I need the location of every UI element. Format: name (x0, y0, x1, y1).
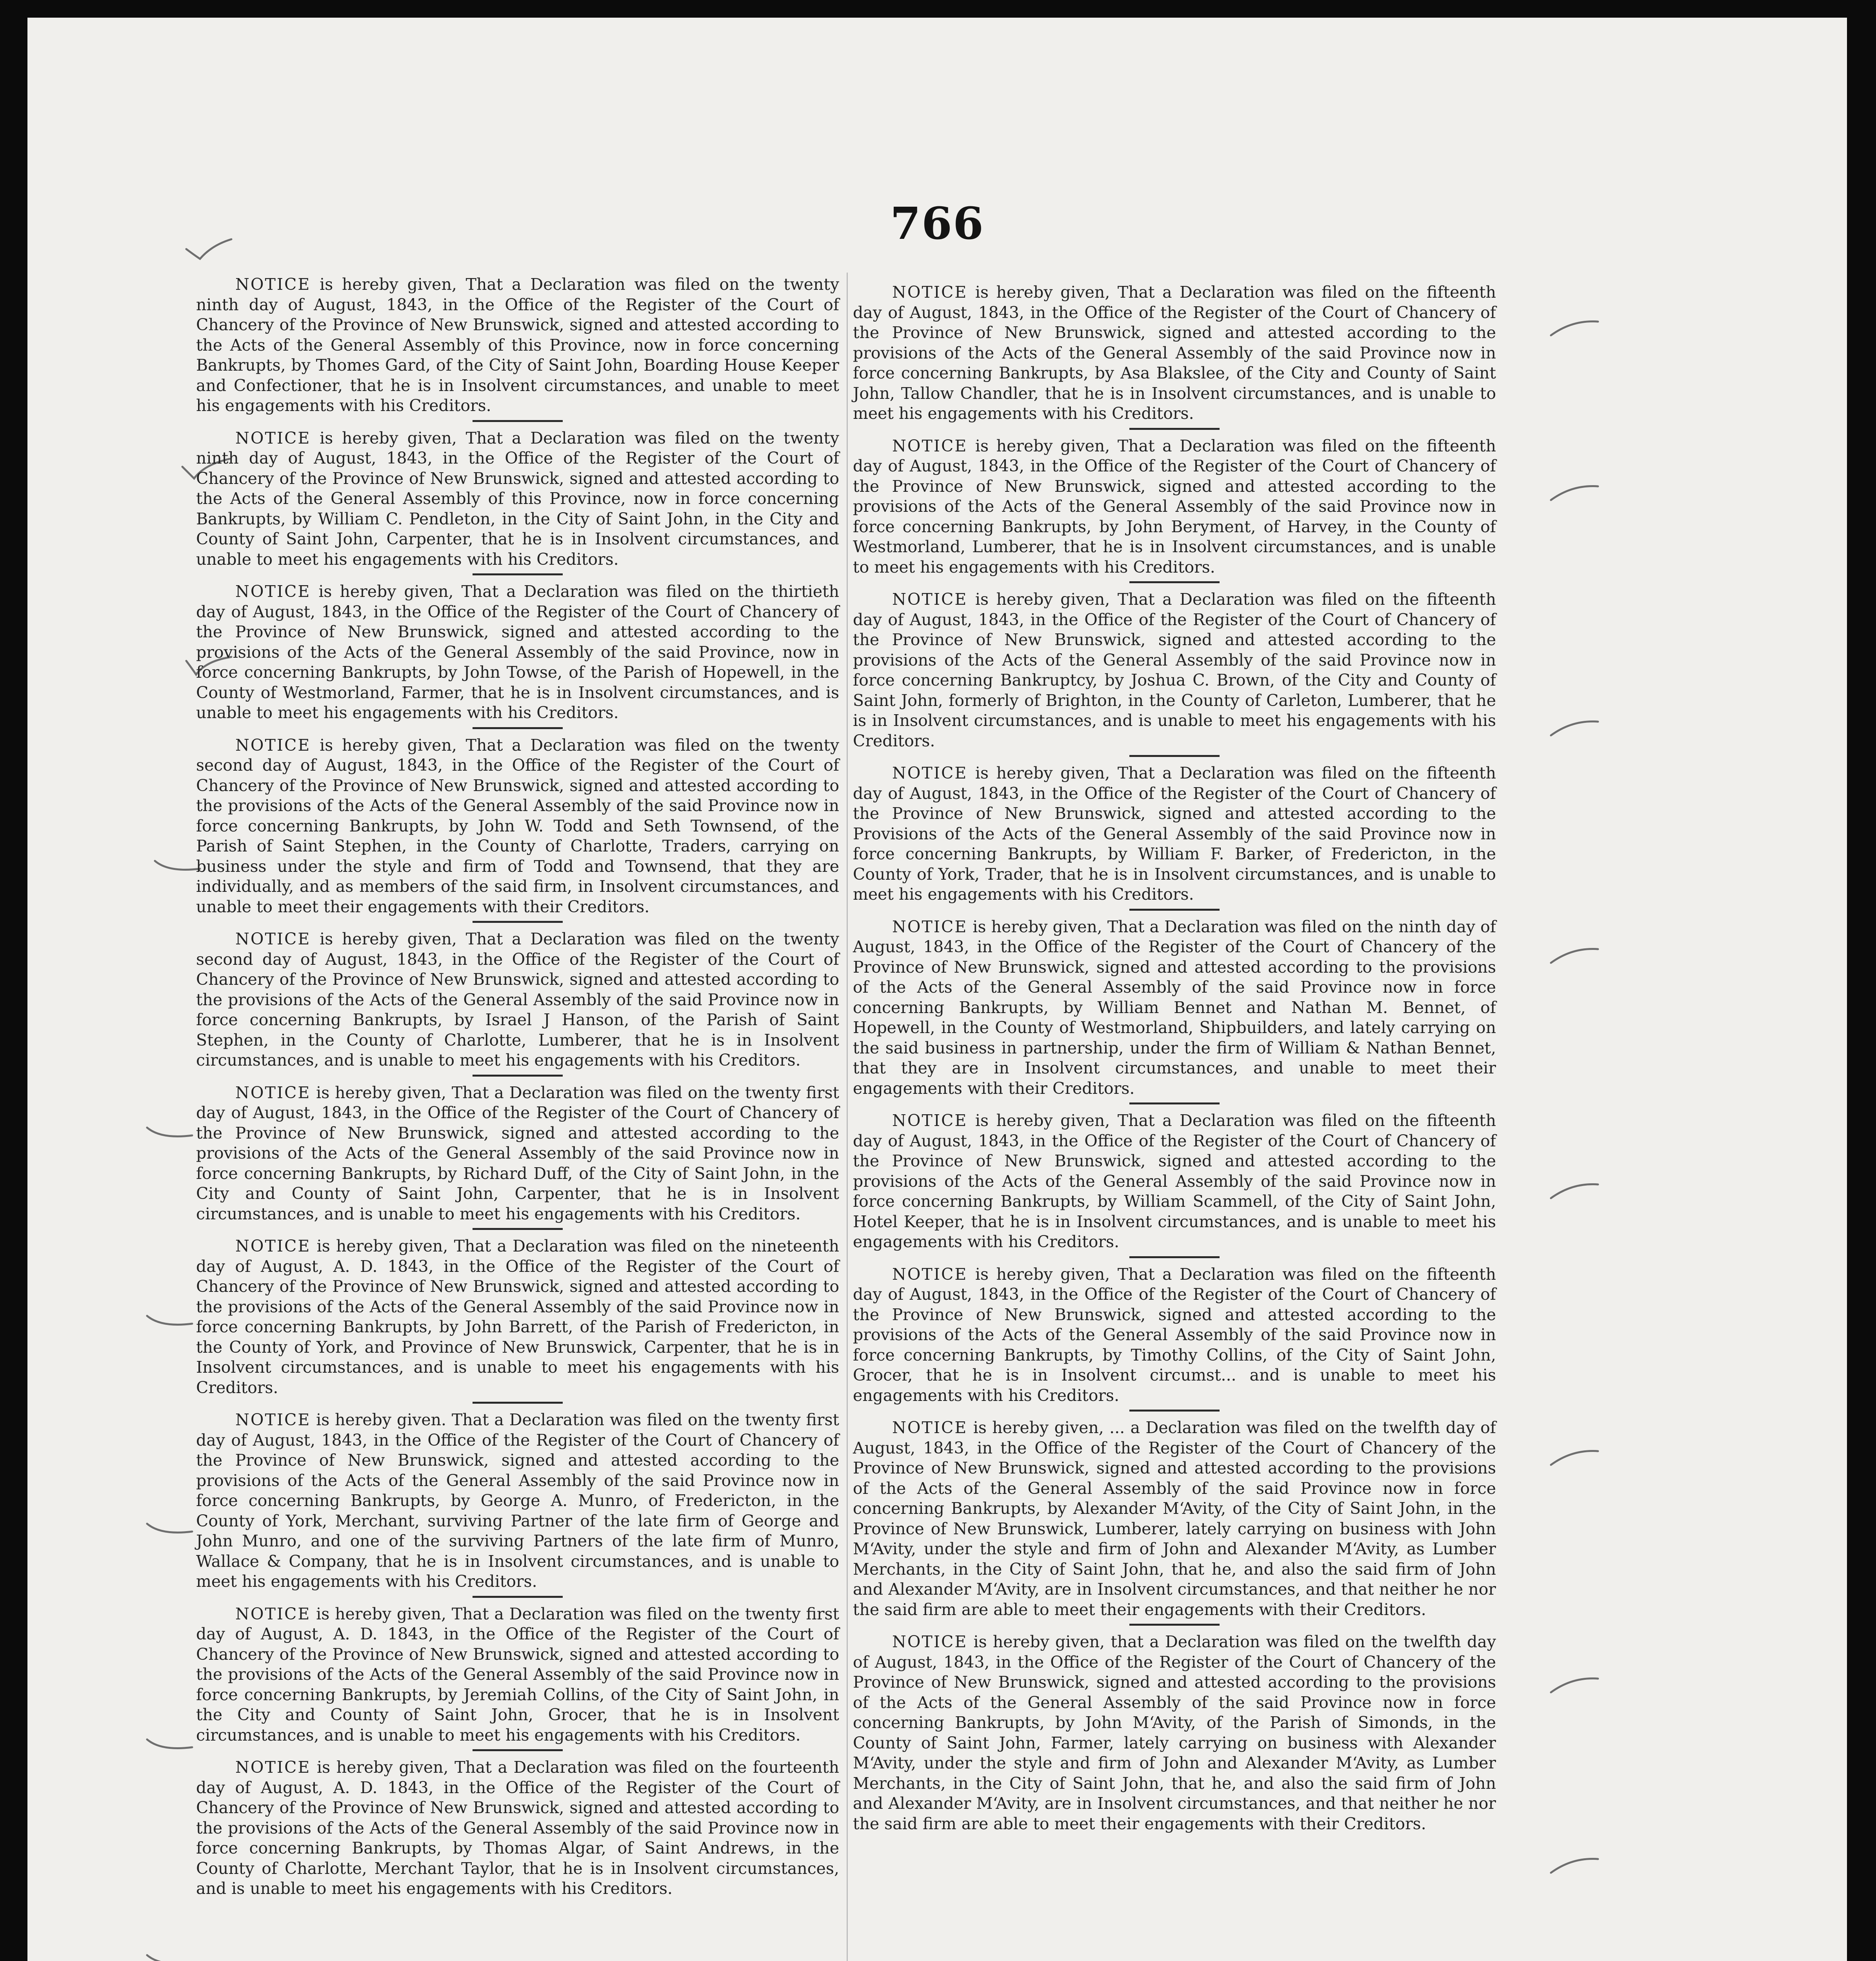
check-stroke-icon (1549, 1853, 1600, 1877)
notice-paragraph: NOTICE is hereby given, That a Declaration was filed on the twenty first day of August, 1843, in the Office of the Register of the Court of Chancery of the Province of New Brunswick, signed and attested according to the provisions of the Acts of the General Assembly of the said Province now in force concerning Bankrupts, by Richard Duff, of the City of Saint John, in the City and County of Saint John, Carpenter, that he is in Insolvent circumstances, and is unable to meet his engagements with his Creditors. (196, 1083, 839, 1223)
notice-paragraph: NOTICE is hereby given, That a Declaration was filed on the nineteenth day of August, A. D. 1843, in the Office of the Register of the Court of Chancery of the Province of New Brunswick, signed and attested according to the provisions of the Acts of the General Assembly of the said Province now in force concerning Bankrupts, by John Barrett, of the Parish of Fredericton, in the County of York, and Province of New Brunswick, Carpenter, that he is in Insolvent circumstances, and is unable to meet his engagements with his Creditors. (196, 1237, 839, 1397)
divider (1129, 428, 1220, 430)
notice-paragraph: NOTICE is hereby given, That a Declaration was filed on the fifteenth day of August, 1843, in the Office of the Register of the Court of Chancery of the Province of New Brunswick, signed and attested according to the provisions of the Acts of the General Assembly of the said Province now in force concerning Bankrupts, by Timothy Collins, of the City of Saint John, Grocer, that he is in Insolvent circumst... and is unable to meet his engagements with his Creditors. (853, 1264, 1496, 1405)
notice-paragraph: NOTICE is hereby given, That a Declaration was filed on the fourteenth day of August, A. D. 1843, in the Office of the Register of the Court of Chancery of the Province of New Brunswick, signed and attested according to the provisions of the Acts of the General Assembly of the said Province now in force concerning Bankrupts, by Thomas Algar, of Saint Andrews, in the County of Charlotte, Merchant Taylor, that he is in Insolvent circumstances, and is unable to meet his engagements with his Creditors. (196, 1758, 839, 1898)
check-stroke-icon (145, 1951, 196, 1961)
notice-paragraph: NOTICE is hereby given, That a Declaration was filed on the twenty ninth day of August, 1843, in the Office of the Register of the Court of Chancery of the Province of New Brunswick, signed and attested according to the Acts of the General Assembly of this Province, now in force concerning Bankrupts, by William C. Pendleton, in the City of Saint John, in the City and County of Saint John, Carpenter, that he is in Insolvent circumstances, and unable to meet his engagements with his Creditors. (196, 428, 839, 569)
notice-paragraph: NOTICE is hereby given, That a Declaration was filed on the fifteenth day of August, 1843, in the Office of the Register of the Court of Chancery of the Province of New Brunswick, signed and attested according to the provisions of the Acts of the General Assembly of the said Province now in force concerning Bankrupts, by John Beryment, of Harvey, in the County of Westmorland, Lumberer, that he is in Insolvent circumstances, and is unable to meet his engagements with his Creditors. (853, 436, 1496, 577)
check-stroke-icon (1549, 943, 1600, 967)
divider (1129, 1410, 1220, 1412)
divider (473, 921, 563, 923)
left-column (196, 275, 839, 1899)
divider (1129, 1624, 1220, 1626)
divider (1129, 1102, 1220, 1104)
check-stroke-icon (1549, 716, 1600, 739)
divider (1129, 909, 1220, 911)
divider (1129, 581, 1220, 583)
divider (473, 1596, 563, 1598)
column-rule (847, 273, 848, 1961)
notice-paragraph: NOTICE is hereby given, That a Declaration was filed on the twenty second day of August, 1843, in the Office of the Register of the Court of Chancery of the Province of New Brunswick, signed and attested according to the provisions of the Acts of the General Assembly of the said Province now in force concerning Bankrupts, by Israel J Hanson, of the Parish of Saint Stephen, in the County of Charlotte, Lumberer, that he is in Insolvent circumstances, and is unable to meet his engagements with his Creditors. (196, 930, 839, 1070)
divider (473, 1228, 563, 1230)
notice-paragraph: NOTICE is hereby given, That a Declaration was filed on the ninth day of August, 1843, in the Office of the Register of the Court of Chancery of the Province of New Brunswick, signed and attested according to the provisions of the Acts of the General Assembly of the said Province now in force concerning Bankrupts, by William Bennet and Nathan M. Bennet, of Hopewell, in the County of Westmorland, Shipbuilders, and lately carrying on the said business in partnership, under the firm of William & Nathan Bennet, that they are in Insolvent circumstances, and unable to meet their engagements with their Creditors. (853, 917, 1496, 1098)
check-stroke-icon (1549, 480, 1600, 504)
notice-paragraph: NOTICE is hereby given, That a Declaration was filed on the thirtieth day of August, 1843, in the Office of the Register of the Court of Chancery of the Province of New Brunswick, signed and attested according to the provisions of the Acts of the General Assembly of the said Province, now in force concerning Bankrupts, by John Towse, of the Parish of Hopewell, in the County of Westmorland, Farmer, that he is in Insolvent circumstances, and is unable to meet his engagements with his Creditors. (196, 582, 839, 722)
notice-paragraph: NOTICE is hereby given, that a Declaration was filed on the twelfth day of August, 1843, in the Office of the Register of the Court of Chancery of the Province of New Brunswick, signed and attested according to the provisions of the Acts of the General Assembly of the said Province now in force concerning Bankrupts, by John M‘Avity, of the Parish of Simonds, in the County of Saint John, Farmer, lately carrying on business with Alexander M‘Avity, under the style and firm of John and Alexander M‘Avity, as Lumber Merchants, in the City of Saint John, that he, and also the said firm of John and Alexander M‘Avity, are in Insolvent circumstances, and that neither he nor the said firm are able to meet their engagements with their Creditors. (853, 1632, 1496, 1833)
right-column (853, 282, 1496, 1834)
check-stroke-icon (1549, 316, 1600, 339)
divider (1129, 1256, 1220, 1258)
divider (473, 573, 563, 575)
notice-paragraph: NOTICE is hereby given, That a Declaration was filed on the twenty first day of August, A. D. 1843, in the Office of the Register of the Court of Chancery of the Province of New Brunswick, signed and attested according to the provisions of the Acts of the General Assembly of the said Province now in force concerning Bankrupts, by Jeremiah Collins, of the City of Saint John, in the City and County of Saint John, Grocer, that he is in Insolvent circumstances, and is unable to meet his engagements with his Creditors. (196, 1604, 839, 1745)
notice-paragraph: NOTICE is hereby given, That a Declaration was filed on the fifteenth day of August, 1843, in the Office of the Register of the Court of Chancery of the Province of New Brunswick, signed and attested according to the Provisions of the Acts of the General Assembly of the said Province now in force concerning Bankrupts, by William F. Barker, of Fredericton, in the County of York, Trader, that he is in Insolvent circumstances, and is unable to meet his engagements with his Creditors. (853, 764, 1496, 904)
document-page (27, 18, 1847, 1961)
notice-paragraph: NOTICE is hereby given, That a Declaration was filed on the fifteenth day of August, 1843, in the Office of the Register of the Court of Chancery of the Province of New Brunswick, signed and attested according to the provisions of the Acts of the General Assembly of the said Province now in force concerning Bankruptcy, by Joshua C. Brown, of the City and County of Saint John, formerly of Brighton, in the County of Carleton, Lumberer, that he is in Insolvent circumstances, and is unable to meet his engagements with his Creditors. (853, 590, 1496, 750)
divider (1129, 755, 1220, 757)
divider (473, 420, 563, 422)
check-stroke-icon (1549, 1179, 1600, 1202)
notice-paragraph: NOTICE is hereby given, That a Declaration was filed on the twenty second day of August, 1843, in the Office of the Register of the Court of Chancery of the Province of New Brunswick, signed and attested according to the provisions of the Acts of the General Assembly of the said Province now in force concerning Bankrupts, by John W. Todd and Seth Townsend, of the Parish of Saint Stephen, in the County of Charlotte, Traders, carrying on business under the style and firm of Todd and Townsend, that they are individually, and as members of the said firm, in Insolvent circumstances, and unable to meet their engagements with their Creditors. (196, 735, 839, 916)
notice-paragraph: NOTICE is hereby given, ... a Declaration was filed on the twelfth day of August, 1843, in the Office of the Register of the Court of Chancery of the Province of New Brunswick, signed and attested according to the provisions of the Acts of the General Assembly of the said Province now in force concerning Bankrupts, by Alexander M‘Avity, of the City of Saint John, in the Province of New Brunswick, Lumberer, lately carrying on business with John M‘Avity, under the style and firm of John and Alexander M‘Avity, as Lumber Merchants, in the City of Saint John, that he, and also the said firm of John and Alexander M‘Avity, are in Insolvent circumstances, and that neither he nor the said firm are able to meet their engagements with their Creditors. (853, 1418, 1496, 1619)
notice-paragraph: NOTICE is hereby given, That a Declaration was filed on the fifteenth day of August, 1843, in the Office of the Register of the Court of Chancery of the Province of New Brunswick, signed and attested according to the provisions of the Acts of the General Assembly of the said Province now in force concerning Bankrupts, by William Scammell, of the City of Saint John, Hotel Keeper, that he is in Insolvent circumstances, and is unable to meet his engagements with his Creditors. (853, 1111, 1496, 1251)
check-stroke-icon (145, 1124, 196, 1147)
notice-paragraph: NOTICE is hereby given. That a Declaration was filed on the twenty first day of August, 1843, in the Office of the Register of the Court of Chancery of the Province of New Brunswick, signed and attested according to the provisions of the Acts of the General Assembly of the said Province now in force concerning Bankrupts, by George A. Munro, of Fredericton, in the County of York, Merchant, surviving Partner of the late firm of George and John Munro, and one of the surviving Partners of the late firm of Munro, Wallace & Company, that he is in Insolvent circumstances, and is unable to meet his engagements with his Creditors. (196, 1410, 839, 1591)
notice-paragraph: NOTICE is hereby given, That a Declaration was filed on the fifteenth day of August, 1843, in the Office of the Register of the Court of Chancery of the Province of New Brunswick, signed and attested according to the provisions of the Acts of the General Assembly of the said Province now in force concerning Bankrupts, by Asa Blakslee, of the City and County of Saint John, Tallow Chandler, that he is in Insolvent circumstances, and is unable to meet his engagements with his Creditors. (853, 283, 1496, 423)
divider (473, 1075, 563, 1077)
check-stroke-icon (1549, 1673, 1600, 1696)
divider (473, 1402, 563, 1404)
page-number: 766 (890, 198, 984, 249)
divider (473, 1749, 563, 1751)
divider (473, 727, 563, 729)
check-stroke-icon (145, 1520, 196, 1543)
check-stroke-icon (1549, 1445, 1600, 1469)
notice-paragraph: NOTICE is hereby given, That a Declaration was filed on the twenty ninth day of August, 1843, in the Office of the Register of the Court of Chancery of the Province of New Brunswick, signed and attested according to the Acts of the General Assembly of this Province, now in force concerning Bankrupts, by Thomes Gard, of the City of Saint John, Boarding House Keeper and Confectioner, that he is in Insolvent circumstances, and unable to meet his engagements with his Creditors. (196, 275, 839, 415)
check-stroke-icon (145, 1735, 196, 1759)
checkmark-icon (184, 237, 235, 261)
check-stroke-icon (145, 1312, 196, 1335)
